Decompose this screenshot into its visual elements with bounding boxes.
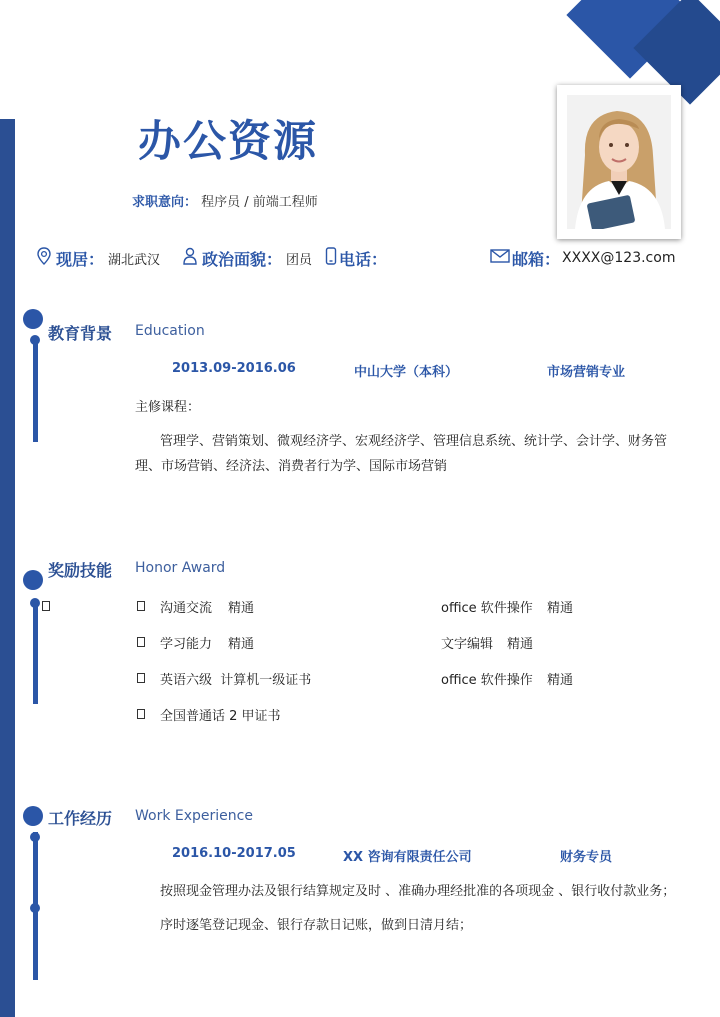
job-intent-label: 求职意向： <box>132 195 198 210</box>
work-period: 2016.10-2017.05 <box>172 846 296 861</box>
skill-name: office 软件操作 <box>441 601 533 616</box>
education-major: 市场营销专业 <box>547 365 626 380</box>
work-position: 财务专员 <box>560 850 613 865</box>
phone-label: 电话： <box>339 249 388 269</box>
phone-icon <box>325 247 337 269</box>
timeline-node <box>30 598 40 608</box>
courses-line-1: 管理学、营销策划、微观经济学、宏观经济学、管理信息系统、统计学、会计学、财务管 <box>160 434 668 449</box>
person-icon <box>182 247 198 269</box>
timeline-node <box>30 832 40 842</box>
skill-level: 精通 <box>507 637 534 652</box>
email-info <box>490 247 675 269</box>
work-duty-1: 按照现金管理办法及银行结算规定及时 、准确办理经批准的各项现金 、银行收付款业务； <box>160 884 676 899</box>
section-timeline <box>33 336 38 442</box>
skill-name: 沟通交流 <box>160 601 213 616</box>
skill-name: 英语六级 计算机一级证书 <box>160 673 312 688</box>
section-bullet <box>23 309 43 329</box>
checkbox-icon <box>137 709 145 719</box>
courses-line-2: 理、市场营销、经济法、消费者行为学、国际市场营销 <box>135 459 448 474</box>
residence-info <box>36 247 160 269</box>
skill-name: 学习能力 <box>160 637 213 652</box>
checkbox-icon <box>137 673 145 683</box>
work-title: 工作经历 <box>48 809 113 828</box>
honor-title-en: Honor Award <box>135 560 226 576</box>
email-value: XXXX@123.com <box>562 250 676 266</box>
skill-name: office 软件操作 <box>441 673 533 688</box>
section-bullet <box>23 570 43 590</box>
education-title-en: Education <box>135 323 205 339</box>
skill-level: 精通 <box>228 601 255 616</box>
skill-level: 精通 <box>228 637 255 652</box>
education-title: 教育背景 <box>48 324 113 343</box>
job-intent-value: 程序员 / 前端工程师 <box>201 195 318 210</box>
email-label: 邮箱： <box>512 249 561 269</box>
checkbox-icon <box>42 601 50 611</box>
section-timeline <box>33 600 38 704</box>
politics-value: 团员 <box>286 252 313 268</box>
timeline-node <box>30 903 40 913</box>
work-company: XX 咨询有限责任公司 <box>343 850 472 865</box>
location-icon <box>36 247 52 269</box>
politics-info <box>182 247 312 269</box>
skill-name: 文字编辑 <box>441 637 494 652</box>
honor-title: 奖励技能 <box>48 561 113 580</box>
checkbox-icon <box>137 637 145 647</box>
portrait-image <box>567 95 671 229</box>
left-accent-bar <box>0 119 15 1017</box>
work-title-en: Work Experience <box>135 808 253 824</box>
job-intent <box>132 191 318 210</box>
checkbox-icon <box>137 601 145 611</box>
profile-photo <box>557 85 681 239</box>
skill-level: 精通 <box>547 601 574 616</box>
applicant-name: 办公资源 <box>138 117 318 167</box>
education-period: 2013.09-2016.06 <box>172 361 296 376</box>
phone-info <box>325 247 387 269</box>
residence-value: 湖北武汉 <box>108 252 161 268</box>
education-school: 中山大学（本科） <box>354 365 459 380</box>
skill-name: 全国普通话 2 甲证书 <box>160 709 281 724</box>
mail-icon <box>490 248 510 268</box>
politics-label: 政治面貌： <box>202 249 283 269</box>
courses-label: 主修课程： <box>135 400 201 415</box>
section-bullet <box>23 806 43 826</box>
work-duty-2: 序时逐笔登记现金、银行存款日记账，做到日清月结； <box>160 918 473 933</box>
skill-level: 精通 <box>547 673 574 688</box>
timeline-node <box>30 335 40 345</box>
residence-label: 现居： <box>56 249 105 269</box>
